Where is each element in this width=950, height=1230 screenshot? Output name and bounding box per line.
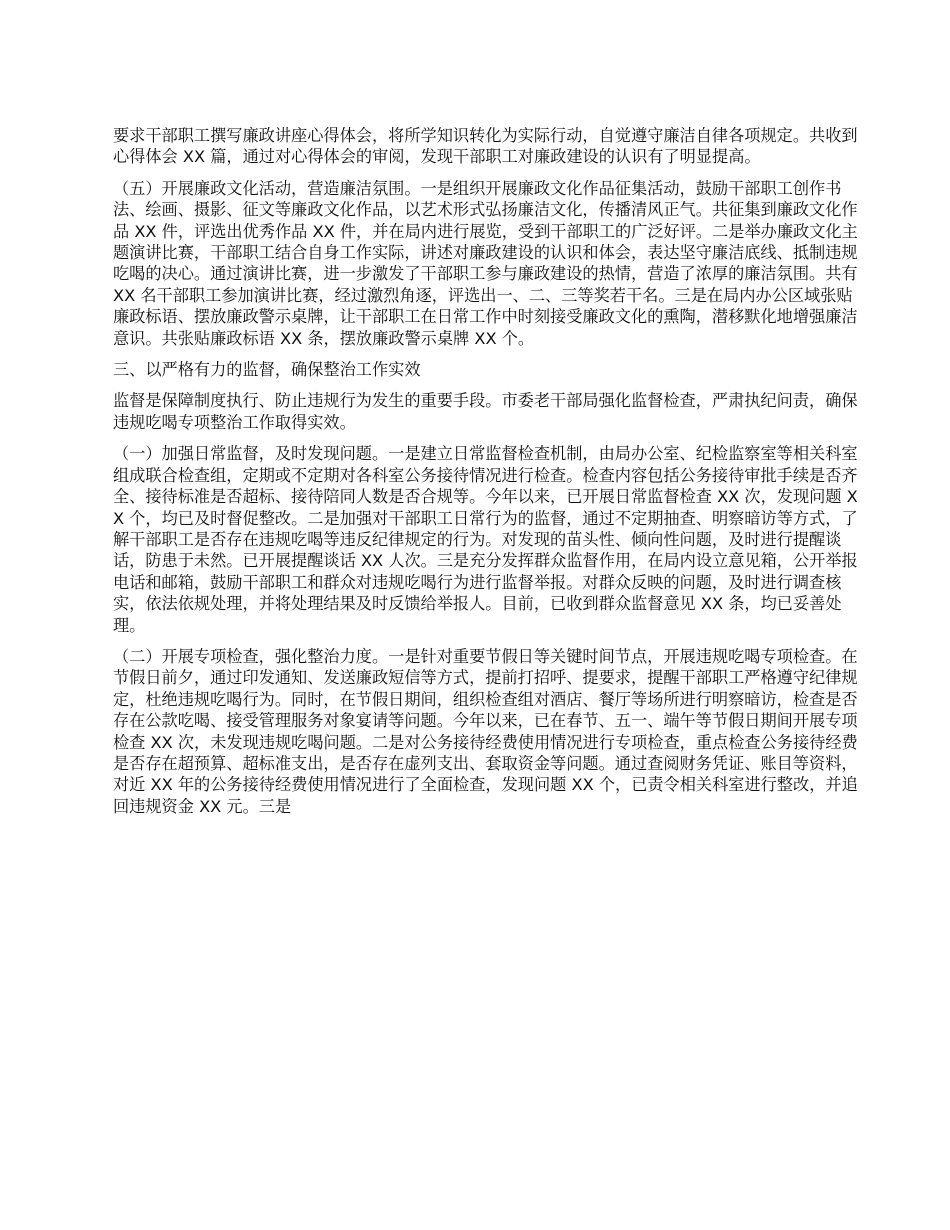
paragraph-integrity-culture-activities: （五）开展廉政文化活动，营造廉洁氛围。一是组织开展廉政文化作品征集活动，鼓励干部职工创作书法、绘画、摄影、征文等廉政文化作品，以艺术形式弘扬廉洁文化，传播清风正气。共征集到廉政文化作品 XX 件，评选出优秀作品 XX 件，并在局内进行展览，受到干部职工的广泛好评。二是举办廉政文化主题演讲比赛，干部职工结合自身工作实际，讲述对廉政建设的认识和体会，表达坚守廉洁底线、抵制违规吃喝的决心。通过演讲比赛，进一步激发了干部职工参与廉政建设的热情，营造了浓厚的廉洁氛围。共有 XX 名干部职工参加演讲比赛，经过激烈角逐，评选出一、二、三等奖若干名。三是在局内办公区域张贴廉政标语、摆放廉政警示桌牌，让干部职工在日常工作中时刻接受廉政文化的熏陶，潜移默化地增强廉洁意识。共张贴廉政标语 XX 条，摆放廉政警示桌牌 XX 个。 (113, 178, 858, 348)
paragraph-reflection-reports: 要求干部职工撰写廉政讲座心得体会，将所学知识转化为实际行动，自觉遵守廉洁自律各项规定。共收到心得体会 XX 篇，通过对心得体会的审阅，发现干部职工对廉政建设的认识有了明显提高。 (113, 126, 858, 167)
section-heading-supervision: 三、以严格有力的监督，确保整治工作实效 (113, 360, 421, 380)
paragraph-special-inspection: （二）开展专项检查，强化整治力度。一是针对重要节假日等关键时间节点，开展违规吃喝专项检查。在节假日前夕，通过印发通知、发送廉政短信等方式，提前打招呼、提要求，提醒干部职工严格遵守纪律规定，杜绝违规吃喝行为。同时，在节假日期间，组织检查组对酒店、餐厅等场所进行明察暗访，检查是否存在公款吃喝、接受管理服务对象宴请等问题。今年以来，已在春节、五一、端午等节假日期间开展专项检查 XX 次，未发现违规吃喝问题。二是对公务接待经费使用情况进行专项检查，重点检查公务接待经费是否存在超预算、超标准支出，是否存在虚列支出、套取资金等问题。通过查阅财务凭证、账目等资料，对近 XX 年的公务接待经费使用情况进行了全面检查，发现问题 XX 个，已责令相关科室进行整改，并追回违规资金 XX 元。三是 (113, 646, 858, 816)
paragraph-supervision-intro: 监督是保障制度执行、防止违规行为发生的重要手段。市委老干部局强化监督检查，严肃执纪问责，确保违规吃喝专项整治工作取得实效。 (113, 391, 858, 432)
paragraph-daily-supervision: （一）加强日常监督，及时发现问题。一是建立日常监督检查机制，由局办公室、纪检监察室等相关科室组成联合检查组，定期或不定期对各科室公务接待情况进行检查。检查内容包括公务接待审批手续是否齐全、接待标准是否超标、接待陪同人数是否合规等。今年以来，已开展日常监督检查 XX 次，发现问题 XX 个，均已及时督促整改。二是加强对干部职工日常行为的监督，通过不定期抽查、明察暗访等方式，了解干部职工是否存在违规吃喝等违反纪律规定的行为。对发现的苗头性、倾向性问题，及时进行提醒谈话，防患于未然。已开展提醒谈话 XX 人次。三是充分发挥群众监督作用，在局内设立意见箱，公开举报电话和邮箱，鼓励干部职工和群众对违规吃喝行为进行监督举报。对群众反映的问题，及时进行调查核实，依法依规处理，并将处理结果及时反馈给举报人。目前，已收到群众监督意见 XX 条，均已妥善处理。 (113, 444, 858, 635)
document-body (113, 125, 858, 827)
